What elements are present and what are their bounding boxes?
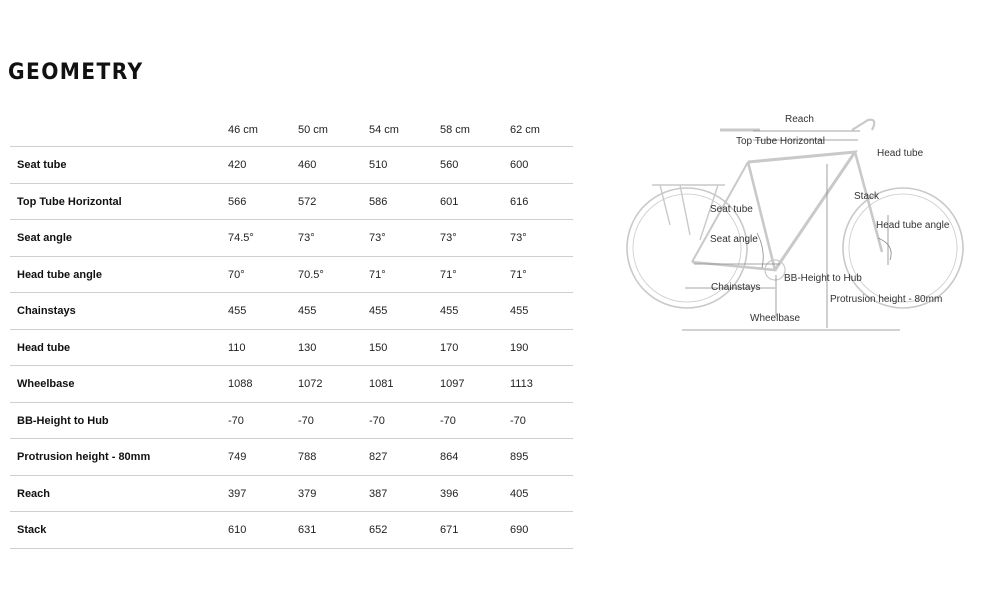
row-value: 460: [298, 159, 317, 171]
row-value: 652: [369, 524, 388, 536]
row-value: -70: [228, 414, 244, 427]
table-row: [10, 257, 573, 294]
row-label: Chainstays: [17, 305, 76, 317]
row-label: Top Tube Horizontal: [17, 195, 122, 208]
label-reach: Reach: [785, 114, 814, 125]
size-header-50: 50 cm: [298, 124, 328, 136]
row-value: 749: [228, 451, 247, 463]
row-value: 572: [298, 195, 317, 208]
table-row: [10, 512, 573, 549]
row-value: 73°: [440, 232, 457, 244]
row-value: 788: [298, 451, 317, 463]
row-value: 396: [440, 487, 459, 500]
row-value: 73°: [298, 232, 315, 244]
row-label: Wheelbase: [17, 378, 75, 390]
table-row: [10, 293, 573, 330]
row-value: 110: [228, 341, 246, 354]
table-header: [10, 112, 573, 147]
size-header-46: 46 cm: [228, 124, 258, 136]
bike-geometry-diagram: [620, 100, 980, 340]
row-value: 455: [369, 305, 388, 317]
table-row: [10, 439, 573, 476]
size-header-62: 62 cm: [510, 124, 540, 136]
row-label: Protrusion height - 80mm: [17, 451, 151, 463]
row-value: 560: [440, 159, 459, 171]
label-wheelbase: Wheelbase: [750, 313, 801, 324]
row-value: 71°: [440, 268, 457, 281]
label-head-tube-angle: Head tube angle: [876, 220, 950, 231]
row-value: 601: [440, 195, 459, 208]
label-bb-height: BB-Height to Hub: [784, 273, 862, 284]
row-value: 70°: [228, 268, 245, 281]
row-value: 71°: [510, 268, 527, 281]
table-row: [10, 330, 573, 367]
table-row: [10, 220, 573, 257]
row-value: 827: [369, 451, 388, 463]
row-value: -70: [510, 414, 526, 427]
row-label: Stack: [17, 524, 47, 536]
table-row: [10, 476, 573, 513]
row-label: Reach: [17, 487, 51, 500]
row-value: -70: [298, 414, 314, 427]
row-value: 586: [369, 195, 388, 208]
page-title: GEOMETRY: [8, 60, 144, 85]
handlebar: [852, 120, 874, 130]
label-seat-angle: Seat angle: [710, 234, 758, 245]
row-value: 600: [510, 159, 529, 171]
table-row: [10, 403, 573, 440]
row-value: 631: [298, 524, 317, 536]
row-value: 74.5°: [228, 232, 254, 244]
row-value: 616: [510, 195, 529, 208]
size-header-54: 54 cm: [369, 124, 399, 136]
row-value: 71°: [369, 268, 386, 281]
row-value: 610: [228, 524, 247, 536]
row-value: 455: [298, 305, 317, 317]
row-value: 190: [510, 341, 529, 354]
row-value: 455: [510, 305, 529, 317]
geometry-table: [10, 112, 573, 549]
row-value: 455: [440, 305, 459, 317]
frame-rear-triangle: [692, 162, 775, 270]
row-value: 690: [510, 524, 529, 536]
row-value: 1081: [369, 378, 394, 390]
row-value: 73°: [369, 232, 386, 244]
row-label: Head tube angle: [17, 268, 102, 281]
table-row: [10, 184, 573, 221]
row-value: 70.5°: [298, 268, 324, 281]
label-stack: Stack: [854, 191, 880, 202]
label-chainstays: Chainstays: [711, 282, 761, 293]
row-label: BB-Height to Hub: [17, 414, 109, 427]
label-protrusion: Protrusion height - 80mm: [830, 294, 943, 305]
row-value: 170: [440, 341, 459, 354]
row-value: 671: [440, 524, 459, 536]
row-label: Seat angle: [17, 232, 73, 244]
size-header-58: 58 cm: [440, 124, 470, 136]
row-value: 1113: [510, 378, 533, 390]
row-value: 387: [369, 487, 388, 500]
row-value: 1097: [440, 378, 465, 390]
front-wheel: [843, 188, 963, 308]
row-value: -70: [369, 414, 385, 427]
label-top-tube: Top Tube Horizontal: [736, 136, 825, 147]
row-value: 1088: [228, 378, 253, 390]
row-value: 895: [510, 451, 529, 463]
table-row: [10, 366, 573, 403]
fork: [855, 152, 882, 252]
row-value: 420: [228, 159, 247, 171]
label-head-tube: Head tube: [877, 148, 924, 159]
row-value: 73°: [510, 232, 527, 244]
row-value: 379: [298, 487, 317, 500]
row-label: Head tube: [17, 341, 71, 354]
frame-main-triangle: [748, 152, 855, 270]
row-value: 864: [440, 451, 459, 463]
row-value: -70: [440, 414, 456, 427]
row-value: 397: [228, 487, 247, 500]
table-row: [10, 147, 573, 184]
row-value: 455: [228, 305, 247, 317]
row-value: 405: [510, 487, 529, 500]
row-value: 150: [369, 341, 388, 354]
row-value: 130: [298, 341, 317, 354]
label-seat-tube: Seat tube: [710, 204, 753, 215]
row-label: Seat tube: [17, 159, 67, 171]
row-value: 566: [228, 195, 247, 208]
row-value: 510: [369, 159, 388, 171]
row-value: 1072: [298, 378, 323, 390]
